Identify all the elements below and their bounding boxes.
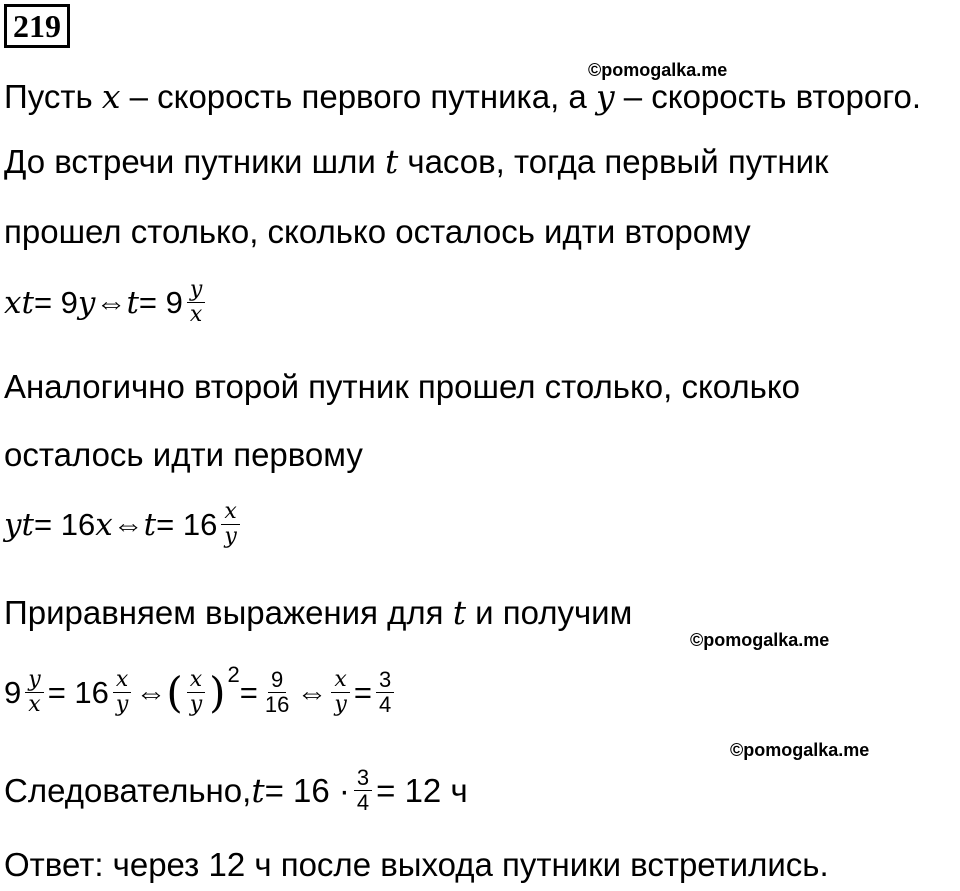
equation-3: 9 $\frac{y}{x}$ = 16 $\frac{x}{y}$ ⇔ ( $\frac{x}{y}$ ) 2 = $\frac{9}{16}$ ⇔ $\frac{x}{y}$ = $\frac{3}{4}$ [4,668,398,717]
text-line-3: прошел столько, сколько осталось идти второму [4,213,751,250]
fraction: $\frac{3}{4}$ [354,766,372,815]
fraction: $\frac{3}{4}$ [376,668,394,717]
text-line-6: Приравняем выражения для t и получим [4,593,633,632]
watermark: ©pomogalka.me [588,60,728,80]
fraction: $\frac{x}{y}$ [187,668,205,717]
equation-2: yt = 16 x ⇔ t = 16 $\frac{x}{y}$ [4,500,244,549]
fraction: $\frac{x}{y}$ [113,668,131,717]
text-line-1: Пусть x – скорость первого путника, а y – скорость второго. [4,77,922,116]
text-line-7: Следовательно, t = 16 · $\frac{3}{4}$ = 12 ч [4,765,468,816]
fraction: $\frac{y}{x}$ [25,668,43,717]
fraction: $\frac{x}{y}$ [331,668,349,717]
fraction: $\frac{9}{16}$ [264,667,290,718]
fraction: $\frac{x}{y}$ [221,500,239,549]
text-line-2: До встречи путники шли t часов, тогда первый путник [4,142,829,181]
text-line-4: Аналогично второй путник прошел столько, сколько [4,368,801,405]
problem-number: 219 [4,4,70,48]
answer-line: Ответ: через 12 ч после выхода путники встретились. [4,846,829,883]
watermark: ©pomogalka.me [730,740,870,760]
equation-1: xt = 9 y ⇔ t = 9 $\frac{y}{x}$ [4,278,209,327]
text-line-5: осталось идти первому [4,436,363,473]
watermark: ©pomogalka.me [690,630,830,650]
fraction: $\frac{y}{x}$ [187,278,205,327]
